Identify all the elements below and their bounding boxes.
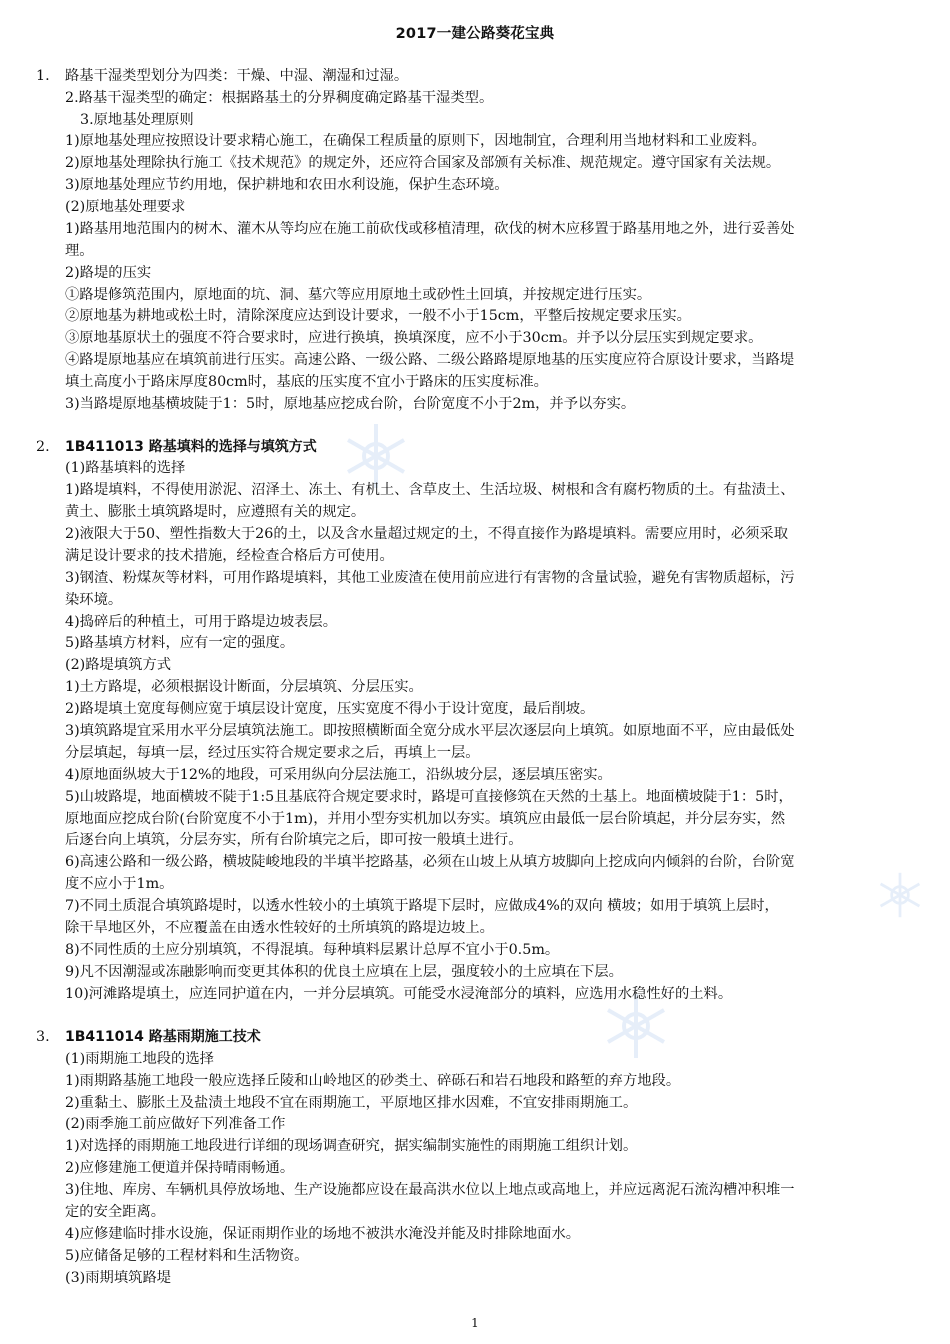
paragraph-line: 3)填筑路堤宜采用水平分层填筑法施工。即按照横断面全宽分成水平层次逐层向上填筑。如原地面不平，应由最低处 bbox=[65, 723, 795, 739]
paragraph-line: 2)应修建施工便道并保持晴雨畅通。 bbox=[65, 1160, 295, 1176]
paragraph-line: 2)重黏土、膨胀土及盐渍土地段不宜在雨期施工，平原地区排水因难，不宜安排雨期施工。 bbox=[65, 1095, 638, 1111]
paragraph-line: 3.原地基处理原则 bbox=[80, 112, 194, 128]
paragraph-line: ②原地基为耕地或松土时，清除深度应达到设计要求，一般不小于15cm，平整后按规定要求压实。 bbox=[65, 308, 691, 324]
paragraph-line: 2)路堤的压实 bbox=[65, 265, 152, 281]
paragraph-line: 3)住地、库房、车辆机具停放场地、生产设施都应设在最高洪水位以上地点或高地上，并应远离泥石流沟槽冲积堆一 bbox=[65, 1182, 795, 1198]
paragraph-line: 度不应小于1m。 bbox=[65, 876, 174, 892]
section-number: 1. bbox=[36, 68, 50, 84]
paragraph-line: 2.路基干湿类型的确定：根据路基土的分界稠度确定路基干湿类型。 bbox=[65, 90, 494, 106]
paragraph-line: (1)路基填料的选择 bbox=[65, 460, 186, 476]
paragraph-line: 8)不同性质的土应分别填筑，不得混填。每种填料层累计总厚不宜小于0.5m。 bbox=[65, 942, 560, 958]
document-title: 2017一建公路葵花宝典 bbox=[395, 26, 555, 42]
paragraph-line: (2)雨季施工前应做好下列准备工作 bbox=[65, 1116, 286, 1132]
paragraph-line: 2)液限大于50、塑性指数大于26的土，以及含水量超过规定的土，不得直接作为路堤填料。需要应用时，必须采取 bbox=[65, 526, 789, 542]
paragraph-line: 2)路堤填土宽度每侧应宽于填层设计宽度，压实宽度不得小于设计宽度，最后削坡。 bbox=[65, 701, 595, 717]
paragraph-line: 原地面应挖成台阶(台阶宽度不小于1m)，并用小型夯实机加以夯实。填筑应由最低一层台阶填起，并分层夯实，然 bbox=[65, 811, 786, 827]
paragraph-line: 5)山坡路堤，地面横坡不陡于1:5且基底符合规定要求时，路堤可直接修筑在天然的土基上。地面横坡陡于1：5时， bbox=[65, 789, 793, 805]
paragraph-line: 路基干湿类型划分为四类：干燥、中湿、潮湿和过湿。 bbox=[65, 68, 409, 84]
paragraph-line: (1)雨期施工地段的选择 bbox=[65, 1051, 214, 1067]
paragraph-line: 6)高速公路和一级公路，横坡陡峻地段的半填半挖路基，必须在山坡上从填方坡脚向上挖成向内倾斜的台阶，台阶宽 bbox=[65, 854, 795, 870]
paragraph-line: 定的安全距离。 bbox=[65, 1204, 166, 1220]
paragraph-line: 5)应储备足够的工程材料和生活物资。 bbox=[65, 1248, 309, 1264]
paragraph-line: 1)对选择的雨期施工地段进行详细的现场调查研究，据实编制实施性的雨期施工组织计划。 bbox=[65, 1138, 638, 1154]
paragraph-line: 4)捣碎后的种植土，可用于路堤边坡表层。 bbox=[65, 614, 338, 630]
paragraph-line: 9)凡不因潮湿或冻融影响而变更其体积的优良土应填在上层，强度较小的土应填在下层。 bbox=[65, 964, 623, 980]
paragraph-line: 后逐台向上填筑，分层夯实，所有台阶填完之后，即可按一般填土进行。 bbox=[65, 832, 523, 848]
paragraph-line: 4)应修建临时排水设施，保证雨期作业的场地不被洪水淹没并能及时排除地面水。 bbox=[65, 1226, 581, 1242]
paragraph-line: 2)原地基处理除执行施工《技术规范》的规定外，还应符合国家及部颁有关标准、规范规定。遵守国家有关法规。 bbox=[65, 155, 781, 171]
paragraph-line: 1)原地基处理应按照设计要求精心施工，在确保工程质量的原则下，因地制宜，合理利用当地材料和工业废料。 bbox=[65, 133, 766, 149]
paragraph-line: 5)路基填方材料，应有一定的强度。 bbox=[65, 635, 295, 651]
paragraph-line: 黄土、膨胀土填筑路堤时，应遵照有关的规定。 bbox=[65, 504, 366, 520]
paragraph-line: 除干旱地区外，不应覆盖在由透水性较好的土所填筑的路堤边坡上。 bbox=[65, 920, 494, 936]
section-number: 3. bbox=[36, 1029, 50, 1045]
paragraph-line: 填土高度小于路床厚度80cm时，基底的压实度不宜小于路床的压实度标准。 bbox=[65, 374, 548, 390]
paragraph-line: 3)当路堤原地基横坡陡于1：5时，原地基应挖成台阶，台阶宽度不小于2m，并予以夯实。 bbox=[65, 396, 636, 412]
section-heading: 1B411014 路基雨期施工技术 bbox=[65, 1029, 261, 1045]
paragraph-line: 3)原地基处理应节约用地，保护耕地和农田水利设施，保护生态环境。 bbox=[65, 177, 509, 193]
paragraph-line: (2)路堤填筑方式 bbox=[65, 657, 172, 673]
paragraph-line: (3)雨期填筑路堤 bbox=[65, 1270, 172, 1286]
paragraph-line: 1)路基用地范围内的树木、灌木从等均应在施工前砍伐或移植清理，砍伐的树木应移置于路基用地之外，进行妥善处 bbox=[65, 221, 795, 237]
paragraph-line: 1)路堤填料，不得使用淤泥、沼泽土、冻土、有机土、含草皮土、生活垃圾、树根和含有腐朽物质的土。有盐渍土、 bbox=[65, 482, 795, 498]
paragraph-line: 理。 bbox=[65, 243, 94, 259]
page-number: 1 bbox=[471, 1316, 479, 1330]
paragraph-line: ④路堤原地基应在填筑前进行压实。高速公路、一级公路、二级公路路堤原地基的压实度应符合原设计要求，当路堤 bbox=[65, 352, 795, 368]
paragraph-line: 4)原地面纵坡大于12%的地段，可采用纵向分层法施工，沿纵坡分层，逐层填压密实。 bbox=[65, 767, 612, 783]
paragraph-line: 10)河滩路堤填土，应连同护道在内，一并分层填筑。可能受水浸淹部分的填料，应选用水稳性好的土料。 bbox=[65, 986, 733, 1002]
watermark-icon bbox=[875, 870, 925, 920]
paragraph-line: 1)土方路堤，必须根据设计断面，分层填筑、分层压实。 bbox=[65, 679, 423, 695]
paragraph-line: 1)雨期路基施工地段一般应选择丘陵和山岭地区的砂类土、碎砾石和岩石地段和路堑的弃方地段。 bbox=[65, 1073, 681, 1089]
paragraph-line: 染环境。 bbox=[65, 592, 123, 608]
paragraph-line: (2)原地基处理要求 bbox=[65, 199, 186, 215]
paragraph-line: 满足设计要求的技术措施，经检查合格后方可使用。 bbox=[65, 548, 394, 564]
paragraph-line: 7)不同土质混合填筑路堤时，以透水性较小的土填筑于路堤下层时，应做成4%的双向 横坡；如用于填筑上层时， bbox=[65, 898, 779, 914]
paragraph-line: 分层填起，每填一层，经过压实符合规定要求之后，再填上一层。 bbox=[65, 745, 480, 761]
section-number: 2. bbox=[36, 439, 50, 455]
section-heading: 1B411013 路基填料的选择与填筑方式 bbox=[65, 439, 317, 455]
paragraph-line: ①路堤修筑范围内，原地面的坑、洞、墓穴等应用原地土或砂性土回填，并按规定进行压实。 bbox=[65, 287, 652, 303]
paragraph-line: 3)钢渣、粉煤灰等材料，可用作路堤填料，其他工业废渣在使用前应进行有害物的含量试验，避免有害物质超标，污 bbox=[65, 570, 795, 586]
paragraph-line: ③原地基原状土的强度不符合要求时，应进行换填，换填深度，应不小于30cm。并予以分层压实到规定要求。 bbox=[65, 330, 763, 346]
